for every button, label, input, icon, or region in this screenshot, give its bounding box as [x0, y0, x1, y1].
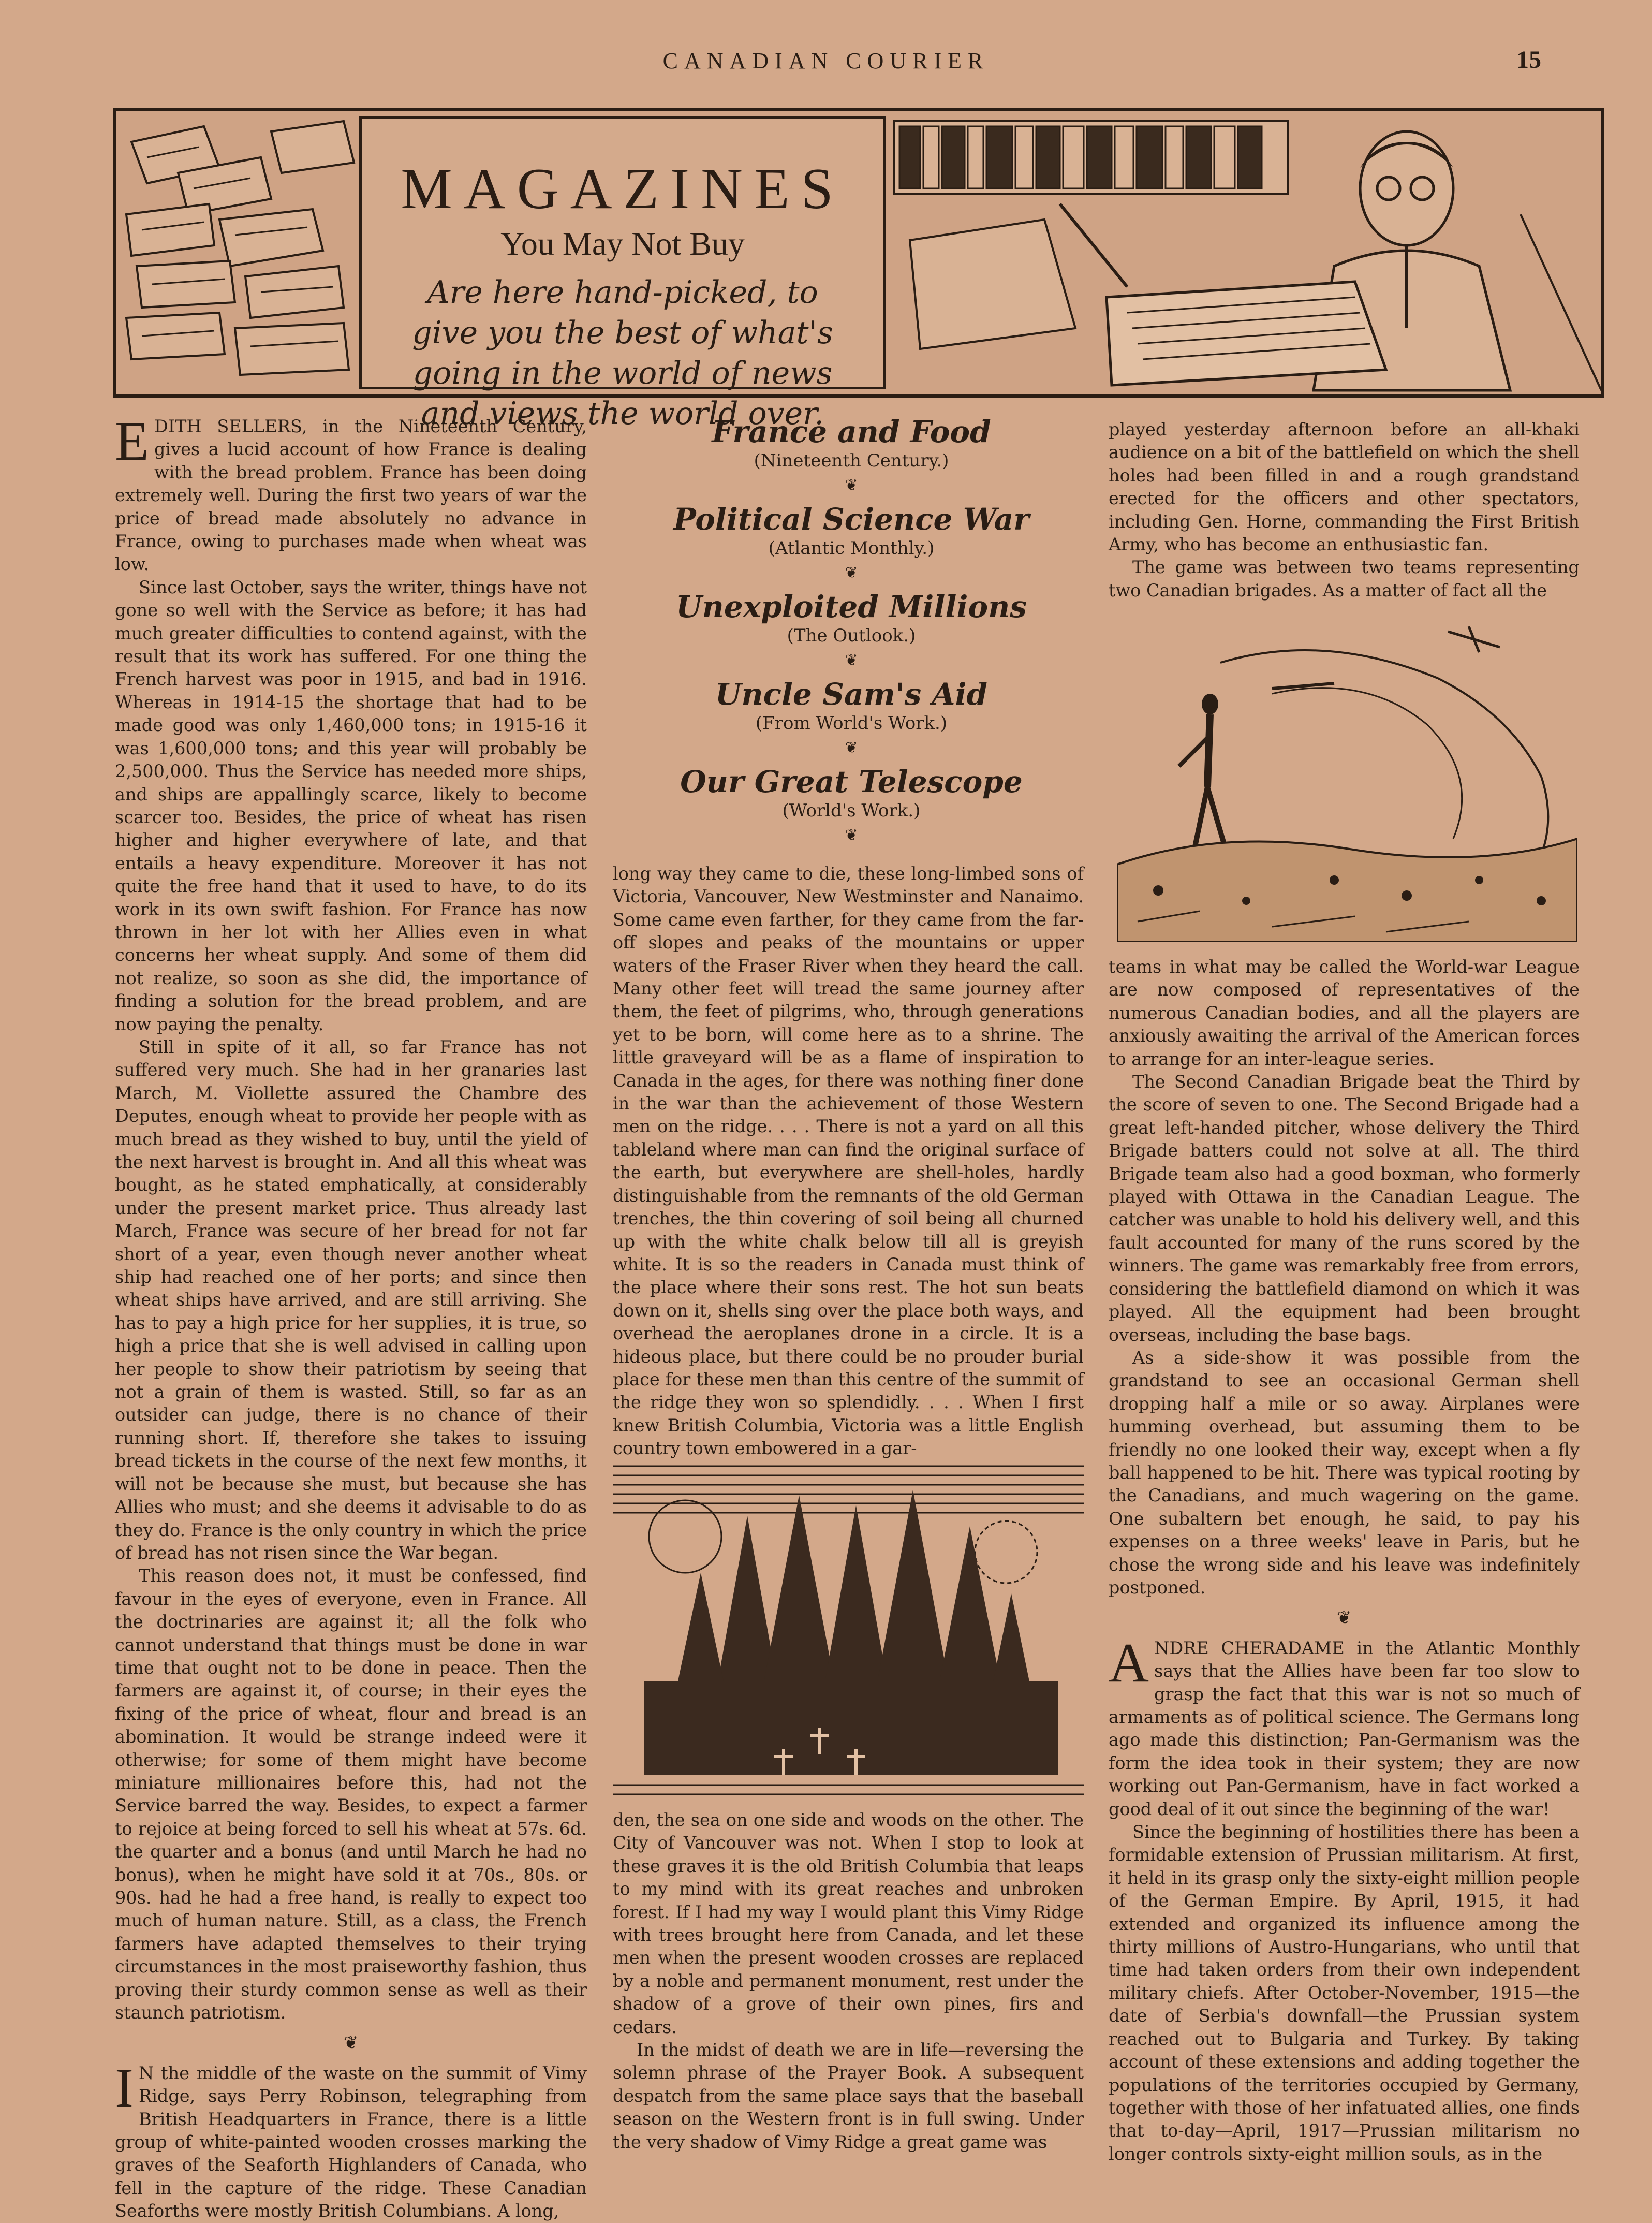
page-number: 15	[1516, 46, 1541, 74]
toc-item	[611, 502, 1092, 582]
article-france-food-para-3: Still in spite of it all, so far France has not suffered very much. She had in her granaries last March, M. Viollette assured the Chambre des Deputes, enough wheat to provide her people with as much bread as they wished to buy, until the yield of the next harvest is brought in. And all this wheat was bought, as he stated emphatically, at considerably under the present market price. Thus already last March, France was secure of her bread for not far short of a year, even though never another wheat ship had reached one of her ports; and since then wheat ships have arrived, and are still arriving. She has to pay a high price for her supplies, it is true, so high a price that she is well advised in calling upon her people to show their patriotism by seeing that not a grain of them is wasted. Still, so far as an outsider can judge, there is no chance of their running short. If, therefore she takes to issuing bread tickets in the course of the next few months, it will not be because she must, but because she has Allies who must; and she deems it advisable to do as they do. France is the only country in which the price of bread has not risen since the War began.	[115, 1036, 587, 1563]
toc-item	[611, 764, 1092, 844]
toc-title: Unexploited Millions	[676, 589, 1027, 624]
article-baseball-para-5: As a side-show it was possible from the grandstand to see an occasional German shell dropping half a mile or so away. Airplanes were humming overhead, but assuming them to be friendly no one looked their way, except when a fly ball happened to be hit. There was typical rooting by the Canadians, and much wagering on the game. One subaltern bet enough, he said, to pay his expenses on a three weeks' leave in Paris, but he chose the wrong side and his leave was indefinitely postponed.	[1109, 1347, 1580, 1598]
banner-title-box	[359, 116, 886, 432]
magazine-pile-illustration	[116, 111, 359, 394]
toc-title: Our Great Telescope	[680, 764, 1023, 799]
fleuron-ornament: ❦	[845, 564, 858, 582]
fleuron-ornament: ❦	[845, 476, 858, 494]
toc-source: (The Outlook.)	[787, 625, 916, 646]
dropcap-i: I	[115, 2057, 134, 2119]
dropcap-a: A	[1109, 1632, 1149, 1694]
toc-item	[611, 677, 1092, 757]
fleuron-ornament: ❦	[343, 2032, 359, 2054]
article-contents-list	[611, 414, 1092, 852]
toc-source: (Nineteenth Century.)	[754, 450, 949, 471]
fleuron-ornament: ❦	[845, 739, 858, 757]
fleuron-ornament: ❦	[845, 826, 858, 844]
toc-item	[611, 414, 1092, 494]
dropcap-e: E	[115, 411, 149, 472]
fleuron-ornament: ❦	[845, 651, 858, 669]
column-right-lower	[1109, 956, 1580, 2166]
fleuron-ornament: ❦	[1336, 1607, 1352, 1629]
column-left	[115, 411, 587, 2223]
article-vimy-para-1: I N the middle of the waste on the summit of Vimy Ridge, says Perry Robinson, telegraphing from British Headquarters in France, there is a little group of white-painted wooden crosses marking the graves of the Seaforth Highlanders of Canada, who fell in the capture of the ridge. These Canadian Seaforths were mostly British Columbians. A long,	[115, 2057, 587, 2221]
toc-title: Political Science War	[673, 502, 1029, 537]
toc-source: (World's Work.)	[782, 800, 921, 821]
article-france-food-para-4: This reason does not, it must be confessed, find favour in the eyes of everyone, even in France. All the doctrinaries are against it; all the folk who cannot understand that things must be done in war time that ought not to be done in peace. Then the farmers are against it, of course; in their eyes the fixing of the price of wheat, flour and bread is an abomination. It would be strange indeed were it otherwise; for some of them might have become miniature millionaires before this, had not the Service barred the way. Besides, to expect a farmer to rejoice at being forced to sell his wheat at 57s. 6d. the quarter and a bonus (and until March he had no bonus), when he might have sold it at 70s., 80s. or 90s. had he had a free hand, is really to expect too much of human nature. Still, as a class, the French farmers have adapted themselves to their trying circumstances in the most praiseworthy fashion, thus proving their sturdy common sense as well as their staunch patriotism.	[115, 1566, 587, 2023]
article-baseball-para-3: teams in what may be called the World-war League are now composed of representatives of the numerous Canadian bodies, and all the players are anxiously awaiting the arrival of the American forces to arrange for an inter-league series.	[1109, 957, 1580, 1069]
article-baseball-para-2: The game was between two teams representing two Canadian brigades. As a matter of fact all the	[1109, 557, 1580, 601]
banner-title: MAGAZINES	[401, 157, 845, 221]
article-vimy-para-2: long way they came to die, these long-limbed sons of Victoria, Vancouver, New Westminster and Nanaimo. Some came even farther, for they came from the far-off slopes and peaks of the mountains or upper waters of the Fraser River when they heard the call. Many other feet will tread the same journey after them, the feet of pilgrims, who, through generations yet to be born, will come here as to a shrine. The little graveyard will be as a flame of inspiration to Canada in the ages, for there was nothing finer done in the war than the achievement of those Western men on the ridge. . . . There is not a yard on all this tableland where man can find the original surface of the earth, but everywhere are shell-holes, hardly distinguishable from the remnants of the old German trenches, the thin covering of soil being all churned up with the white chalk below till all is greyish white. It is so the readers in Canada must think of the place where their sons rest. The hot sun beats down on it, shells sing over the place both ways, and overhead the aeroplanes drone in a circle. It is a hideous place, but there could be no prouder burial place for these men than this centre of the summit of the ridge they won so splendidly. . . . When I first knew British Columbia, Victoria was a little English country town embowered in a gar-	[613, 864, 1084, 1459]
banner-tagline: Are here hand-picked, to give you the best of what's going in the world of news and views the world over.	[412, 274, 833, 432]
column-right-upper	[1109, 418, 1580, 602]
running-title: CANADIAN COURIER	[662, 48, 990, 74]
toc-item	[611, 589, 1092, 669]
article-vimy-para-3: den, the sea on one side and woods on the other. The City of Vancouver was not. When I stop to look at these graves it is the old British Columbia that leaps to my mind with its great reaches and unbroken forest. If I had my way I would plant this Vimy Ridge with trees brought here from Canada, and let these men when the present wooden crosses are replaced by a noble and permanent monument, rest under the shadow of a grove of their own pines, firs and cedars.	[613, 1810, 1084, 2037]
article-political-science-para-2: Since the beginning of hostilities there has been a formidable extension of Prussian militarism. At first, it held in its grasp only the sixty-eight million people of the German Empire. By April, 1915, it had extended and organized its influence among the thirty millions of Austro-Hungarians, who until that time had taken orders from their own independent military chiefs. After October-November, 1915—the date of Serbia's downfall—the Prussian system reached out to Bulgaria and Turkey. By taking account of these extensions and adding together the populations of the territories occupied by Germany, together with those of her infatuated allies, one finds that to-day—April, 1917—Prussian militarism no longer controls sixty-eight million souls, as in the	[1109, 1822, 1580, 2164]
column-middle-lower	[613, 1809, 1084, 2154]
article-france-food-para-1: EDITH SELLERS, in the Nineteenth Century, gives a lucid account of how France is dealing with the bread problem. France has been doing extremely well. During the first two years of war the price of bread made absolutely no advance in France, owing to purchases made when wheat was low.	[115, 411, 587, 575]
article-vimy-para-4: In the midst of death we are in life—reversing the solemn phrase of the Prayer Book. A subsequent despatch from the same place says that the baseball season on the Western front is in full swing. Under the very shadow of Vimy Ridge a great game was	[613, 2040, 1084, 2152]
toc-source: (From World's Work.)	[755, 713, 948, 734]
article-baseball-para-1: played yesterday afternoon before an all-khaki audience on a bit of the battlefield on which the shell holes had been filled in and a rough grandstand erected for the officers and other spectators, including Gen. Horne, commanding the First British Army, who has become an enthusiastic fan.	[1109, 419, 1580, 555]
article-baseball-para-4: The Second Canadian Brigade beat the Third by the score of seven to one. The Second Brigade had a great left-handed pitcher, whose delivery the Third Brigade batters could not solve at all. The third Brigade team also had a good boxman, who formerly played with Ottawa in the Canadian League. The catcher was unable to hold his delivery well, and this fault accounted for many of the runs scored by the winners. The game was remarkably free from errors, considering the battlefield diamond on which it was played. All the equipment had been brought overseas, including the base bags.	[1109, 1072, 1580, 1345]
article-political-science-para-1: ANDRE CHERADAME in the Atlantic Monthly says that the Allies have been far too slow to grasp the fact that this war is not so much of armaments as of political science. The Germans long ago made this distinction; Pan-Germanism was the form the idea took in their system; they are now working out Pan-Germanism, have in fact worked a good deal of it out since the beginning of the war!	[1109, 1632, 1580, 1819]
banner-subtitle: You May Not Buy	[500, 225, 745, 262]
battlefield-baseball-illustration	[1117, 621, 1577, 942]
reader-at-desk-illustration	[889, 111, 1601, 394]
toc-title: France and Food	[712, 414, 991, 449]
toc-source: (Atlantic Monthly.)	[768, 538, 935, 559]
article-france-food-para-2: Since last October, says the writer, things have not gone so well with the Service as before; it has had much greater difficulties to contend against, with the result that its work has suffered. For one thing the French harvest was poor in 1915, and bad in 1916. Whereas in 1914-15 the shortage that had to be made good was only 1,460,000 tons; in 1915-16 it was 1,600,000 tons; and this year will probably be 2,500,000. Thus the Service has needed more ships, and ships are appallingly scarce, likely to become scarcer too. Besides, the price of wheat has risen higher and higher everywhere of late, and that entails a heavy expenditure. Moreover it has not quite the free hand that it used to have, to do its work in its own swift fashion. For France has now thrown in her lot with her Allies even in what concerns her wheat supply. And some of them did not realize, so soon as she did, the importance of finding a solution for the bread problem, and are now paying the penalty.	[115, 577, 587, 1034]
column-middle-upper	[613, 862, 1084, 1460]
vimy-graves-forest-illustration	[613, 1459, 1084, 1801]
toc-title: Uncle Sam's Aid	[715, 677, 988, 712]
